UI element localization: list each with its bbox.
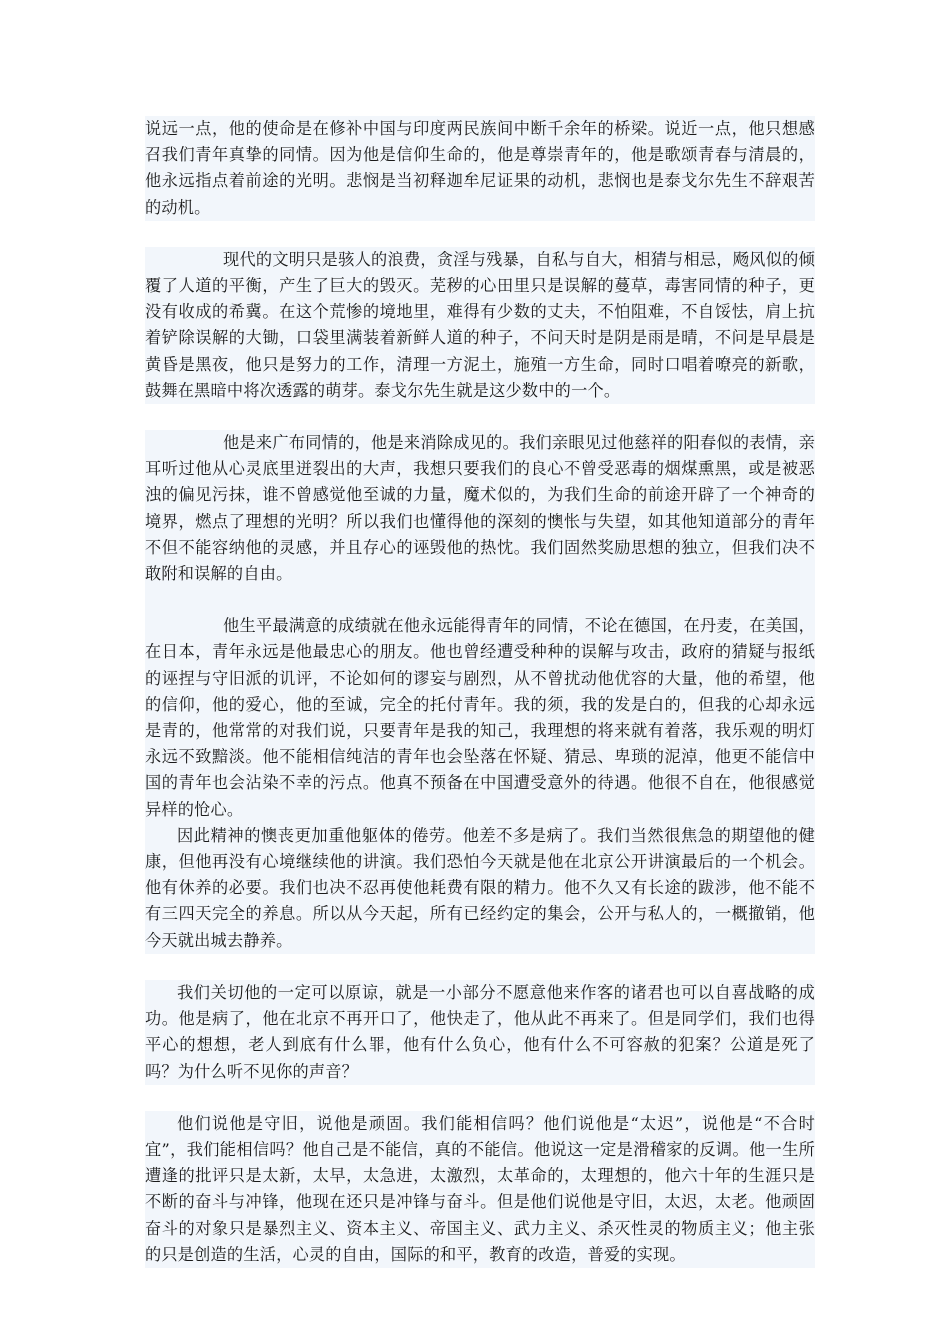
paragraph-gap <box>145 404 815 430</box>
document-body <box>145 116 815 1268</box>
paragraph-6: 我们关切他的一定可以原谅，就是一小部分不愿意他来作客的诸君也可以自喜战略的成功。他是病了，他在北京不再开口了，他快走了，他从此不再来了。但是同学们，我们也得平心的想想，老人到底有什么罪，他有什么负心，他有什么不可容赦的犯案？公道是死了吗？为什么听不见你的声音？ <box>145 980 815 1085</box>
paragraph-gap <box>145 587 815 613</box>
paragraph-gap <box>145 221 815 247</box>
paragraph-1: 说远一点，他的使命是在修补中国与印度两民族间中断千余年的桥梁。说近一点，他只想感召我们青年真挚的同情。因为他是信仰生命的，他是尊崇青年的，他是歌颂青春与清晨的，他永远指点着前途的光明。悲悯是当初释迦牟尼证果的动机，悲悯也是泰戈尔先生不辞艰苦的动机。 <box>145 116 815 221</box>
paragraph-gap <box>145 954 815 980</box>
paragraph-4: 他生平最满意的成绩就在他永远能得青年的同情，不论在德国，在丹麦，在美国，在日本，青年永远是他最忠心的朋友。他也曾经遭受种种的误解与攻击，政府的猜疑与报纸的诬捏与守旧派的讥评，不论如何的谬妄与剧烈，从不曾扰动他优容的大量，他的希望，他的信仰，他的爱心，他的至诚，完全的托付青年。我的须，我的发是白的，但我的心却永远是青的，他常常的对我们说，只要青年是我的知己，我理想的将来就有着落，我乐观的明灯永远不致黯淡。他不能相信纯洁的青年也会坠落在怀疑、猜忌、卑琐的泥淖，他更不能信中国的青年也会沾染不幸的污点。他真不预备在中国遭受意外的待遇。他很不自在，他很感觉异样的怆心。 <box>145 613 815 823</box>
paragraph-3: 他是来广布同情的，他是来消除成见的。我们亲眼见过他慈祥的阳春似的表情，亲耳听过他从心灵底里迸裂出的大声，我想只要我们的良心不曾受恶毒的烟煤熏黑，或是被恶浊的偏见污抹，谁不曾感觉他至诚的力量，魔术似的，为我们生命的前途开辟了一个神奇的境界，燃点了理想的光明？所以我们也懂得他的深刻的懊怅与失望，如其他知道部分的青年不但不能容纳他的灵感，并且存心的诬毁他的热忱。我们固然奖励思想的独立，但我们决不敢附和误解的自由。 <box>145 430 815 587</box>
paragraph-5: 因此精神的懊丧更加重他躯体的倦劳。他差不多是病了。我们当然很焦急的期望他的健康，但他再没有心境继续他的讲演。我们恐怕今天就是他在北京公开讲演最后的一个机会。他有休养的必要。我们也决不忍再使他耗费有限的精力。他不久又有长途的跋涉，他不能不有三四天完全的养息。所以从今天起，所有已经约定的集会，公开与私人的，一概撤销，他今天就出城去静养。 <box>145 823 815 954</box>
paragraph-7: 他们说他是守旧，说他是顽固。我们能相信吗？他们说他是“太迟”，说他是“不合时宜”，我们能相信吗？他自己是不能信，真的不能信。他说这一定是滑稽家的反调。他一生所遭逢的批评只是太新，太早，太急进，太激烈，太革命的，太理想的，他六十年的生涯只是不断的奋斗与冲锋，他现在还只是冲锋与奋斗。但是他们说他是守旧，太迟，太老。他顽固奋斗的对象只是暴烈主义、资本主义、帝国主义、武力主义、杀灭性灵的物质主义；他主张的只是创造的生活，心灵的自由，国际的和平，教育的改造，普爱的实现。 <box>145 1111 815 1268</box>
paragraph-gap <box>145 1085 815 1111</box>
paragraph-2: 现代的文明只是骇人的浪费，贪淫与残暴，自私与自大，相猜与相忌，飏风似的倾覆了人道的平衡，产生了巨大的毁灭。芜秽的心田里只是误解的蔓草，毒害同情的种子，更没有收成的希冀。在这个荒惨的境地里，难得有少数的丈夫，不怕阻难，不自馁怯，肩上抗着铲除误解的大锄，口袋里满装着新鲜人道的种子，不问天时是阴是雨是晴，不问是早晨是黄昏是黑夜，他只是努力的工作，清理一方泥土，施殖一方生命，同时口唱着嘹亮的新歌，鼓舞在黑暗中将次透露的萌芽。泰戈尔先生就是这少数中的一个。 <box>145 247 815 404</box>
